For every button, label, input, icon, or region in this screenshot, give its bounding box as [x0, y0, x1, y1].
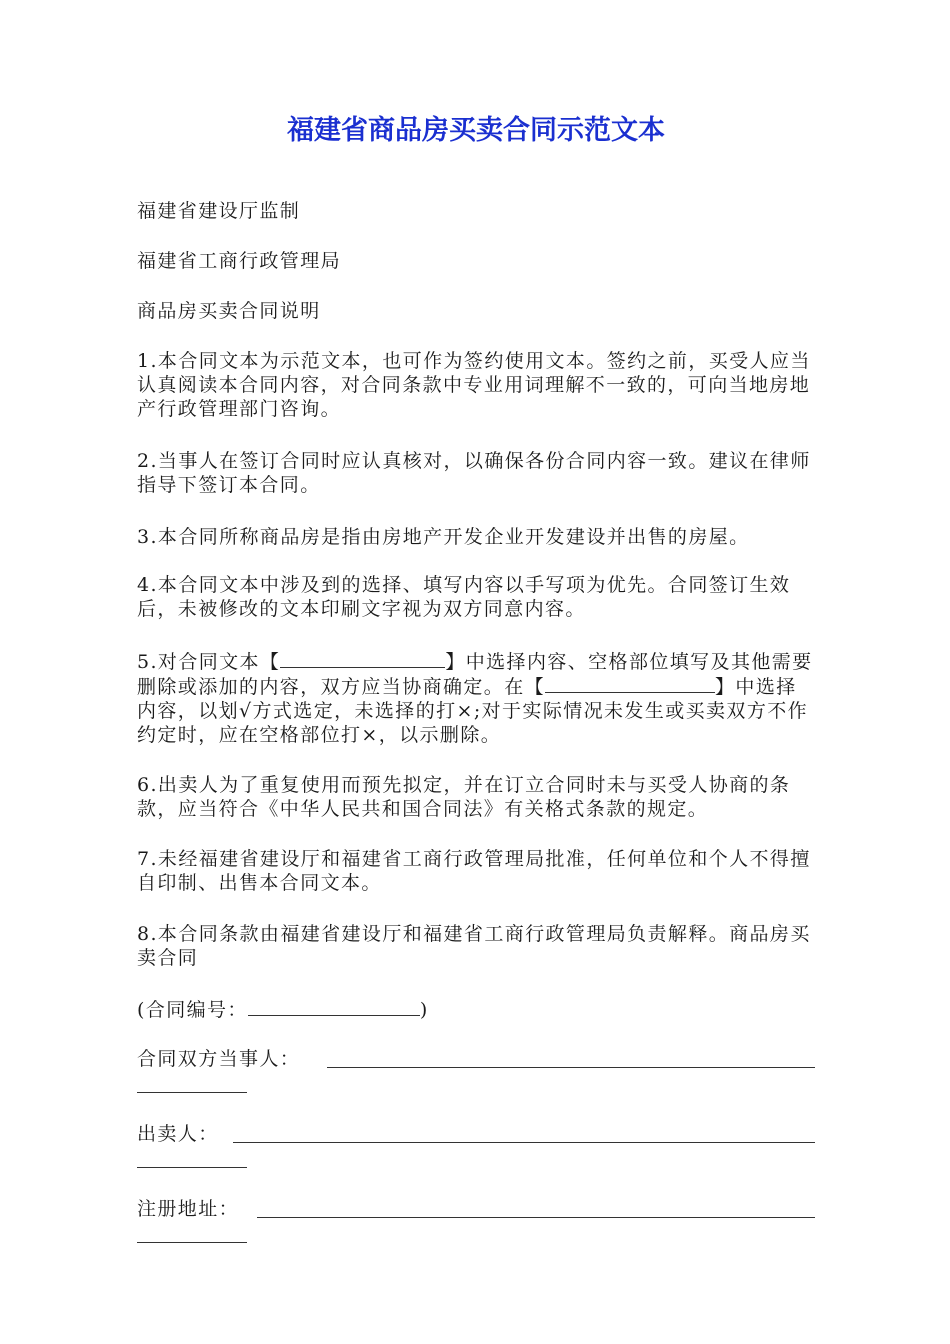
bracket-blank-1[interactable] — [280, 649, 445, 668]
note-item-6: 6.出卖人为了重复使用而预先拟定，并在订立合同时未与买受人协商的条款，应当符合《中华人民共和国合同法》有关格式条款的规定。 — [137, 774, 791, 820]
issuer-construction-dept: 福建省建设厅监制 — [137, 200, 301, 222]
note-item-1: 1.本合同文本为示范文本，也可作为签约使用文本。签约之前，买受人应当认真阅读本合同内容，对合同条款中专业用词理解不一致的，可向当地房地产行政管理部门咨询。 — [137, 350, 811, 420]
note-item-5-part-a: 5.对合同文本【 — [137, 651, 281, 673]
bracket-blank-2[interactable] — [545, 674, 715, 693]
note-item-4: 4.本合同文本中涉及到的选择、填写内容以手写项为优先。合同签订生效后，未被修改的文本印刷文字视为双方同意内容。 — [137, 574, 791, 620]
parties-label: 合同双方当事人： — [137, 1048, 301, 1070]
parties-field-line-1[interactable] — [327, 1066, 815, 1068]
note-item-5-part-c: 】中选择内容，以划√方式选定，未选择的打×;对于实际情况未发生或买卖双方不作约定时，应在空格部位打×，以示删除。 — [137, 676, 809, 746]
note-item-5-part-b: 】中选择内容、空格部位填写及其他需要删除或添加的内容，双方应当协商确定。在【 — [137, 651, 813, 698]
issuer-commerce-bureau: 福建省工商行政管理局 — [137, 250, 342, 272]
seller-field-line-2[interactable] — [137, 1166, 247, 1168]
contract-number-field[interactable] — [248, 997, 420, 1016]
parties-field-line-2[interactable] — [137, 1091, 247, 1093]
section-title: 商品房买卖合同说明 — [137, 300, 321, 322]
seller-label: 出卖人： — [137, 1123, 219, 1145]
contract-number-label: (合同编号： — [137, 999, 248, 1021]
note-item-8: 8.本合同条款由福建省建设厅和福建省工商行政管理局负责解释。商品房买卖合同 — [137, 923, 811, 969]
contract-number-line — [137, 997, 815, 1022]
address-label: 注册地址： — [137, 1198, 240, 1220]
note-item-7: 7.未经福建省建设厅和福建省工商行政管理局批准，任何单位和个人不得擅自印制、出售本合同文本。 — [137, 848, 811, 894]
note-item-3: 3.本合同所称商品房是指由房地产开发企业开发建设并出售的房屋。 — [137, 526, 750, 548]
note-item-2: 2.当事人在签订合同时应认真核对，以确保各份合同内容一致。建议在律师指导下签订本合同。 — [137, 450, 811, 496]
note-item-5 — [137, 649, 815, 747]
contract-number-close: ) — [419, 999, 429, 1021]
document-title: 福建省商品房买卖合同示范文本 — [287, 115, 665, 146]
address-field-line-2[interactable] — [137, 1241, 247, 1243]
seller-field-line-1[interactable] — [233, 1141, 815, 1143]
address-field-line-1[interactable] — [257, 1216, 815, 1218]
